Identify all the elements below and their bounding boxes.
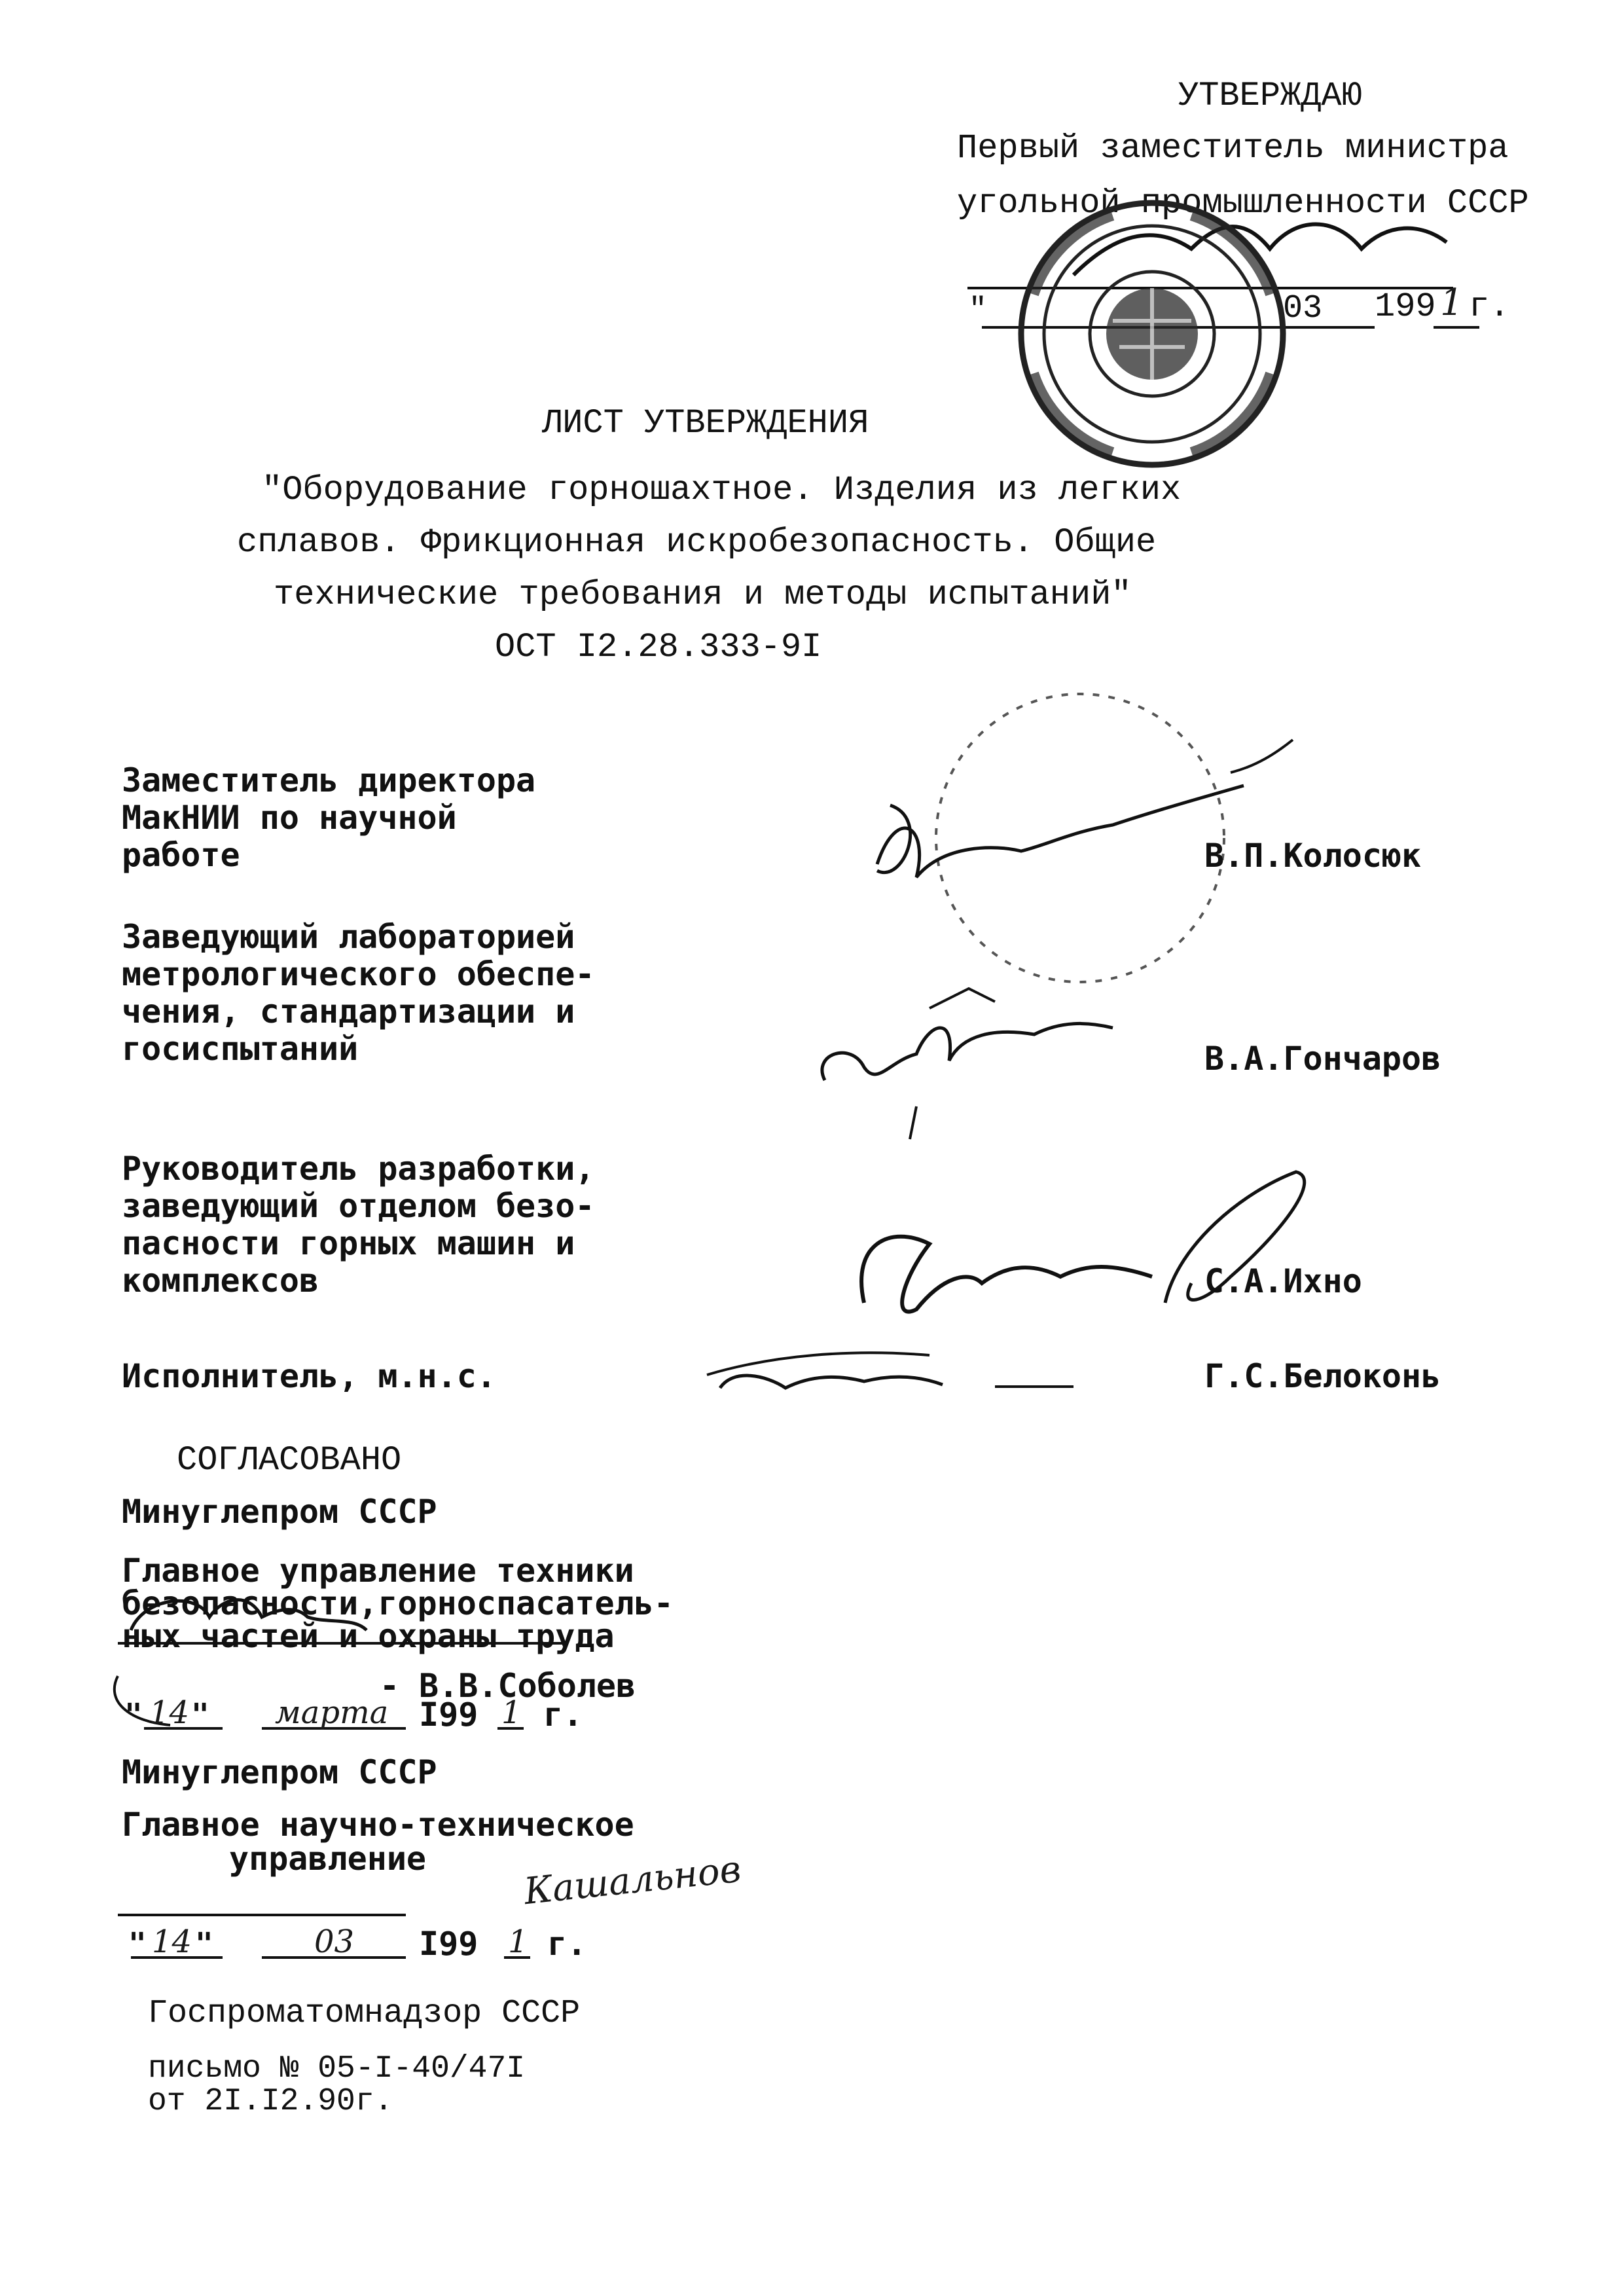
agreed-block3-letter: письмо № 05-I-40/47I (148, 2051, 526, 2086)
agreed-block3-date: от 2I.I2.90г. (148, 2084, 393, 2119)
agreed-block1-date-suffix: г. (543, 1696, 583, 1734)
approval-date-day: 03 (1283, 290, 1323, 327)
signatory-position-line: Заместитель директора (122, 761, 536, 799)
approval-date-quote: " (969, 293, 987, 327)
document-title-line2: сплавов. Фрикционная искробезопасность. Общие (237, 523, 1157, 562)
document-title-line3: технические требования и методы испытаний" (274, 575, 1132, 614)
signatory-position-line: пасности горных машин и (122, 1224, 575, 1262)
agreed-block1-date-year-prefix: I99 (419, 1696, 478, 1734)
signatory-position-line: работе (122, 836, 240, 874)
agreed-block1-dept: ных частей и охраны труда (122, 1617, 615, 1655)
agreed-block2-signature: Кашальнов (522, 1848, 743, 1914)
agreed-block1-name: В.В.Соболев (419, 1667, 636, 1705)
signatory-position-line: Исполнитель, м.н.с. (122, 1357, 496, 1395)
signature-belokon-icon (707, 1353, 929, 1375)
approval-heading: УТВЕРЖДАЮ (1178, 77, 1362, 115)
agreed-block2-date-year-prefix: I99 (419, 1925, 478, 1963)
approval-position-line2: угольной промышленности СССР (957, 184, 1529, 223)
approval-position-line1: Первый заместитель министра (957, 129, 1509, 168)
approval-date-year-digit: 1 (1440, 282, 1464, 324)
signatory-position-line: чения, стандартизации и (122, 993, 575, 1030)
ministry-seal-icon (1021, 203, 1283, 465)
approval-date-suffix: г. (1469, 287, 1510, 326)
document-code: ОСТ I2.28.333-9I (495, 628, 822, 666)
agreed-block1-date-year-digit: 1 (501, 1694, 522, 1731)
agreed-block2-date-year-digit: 1 (508, 1923, 528, 1960)
agreed-block1-dept: Главное управление техники (122, 1552, 634, 1590)
signature-goncharov-icon (822, 1023, 1113, 1080)
signatory-name: В.П.Колосюк (1204, 837, 1422, 875)
agreed-block2-dept: Главное научно-техническое (122, 1806, 634, 1844)
signatory-position-line: Руководитель разработки, (122, 1150, 595, 1188)
signatory-position-line: комплексов (122, 1262, 319, 1300)
signatory-position-line: заведующий отделом безо- (122, 1187, 595, 1225)
agreed-block2-date-close: " (195, 1926, 213, 1961)
agreed-block2-date-suffix: г. (547, 1925, 587, 1963)
agreed-block1-date-close: " (191, 1697, 209, 1732)
agreed-block3-org: Госпроматомнадзор СССР (148, 1995, 581, 2032)
agreed-block2-date-open: " (128, 1926, 147, 1961)
signatory-name: С.А.Ихно (1204, 1262, 1362, 1300)
agreed-heading: СОГЛАСОВАНО (177, 1441, 402, 1480)
agreed-block1-date-open: " (124, 1697, 143, 1732)
document-title-line1: "Оборудование горношахтное. Изделия из легких (262, 471, 1182, 509)
institute-stamp-icon (936, 694, 1224, 982)
approval-date-year-prefix: 199 (1375, 287, 1436, 326)
signatory-position-line: госиспытаний (122, 1030, 359, 1068)
agreed-block1-dept: безопасности,горноспасатель- (122, 1584, 674, 1622)
signatory-name: Г.С.Белоконь (1204, 1357, 1441, 1395)
agreed-block2-date-day: 14 (152, 1923, 192, 1960)
agreed-block1-date-month: марта (275, 1694, 389, 1731)
agreed-block2-date-month: 03 (314, 1923, 355, 1960)
agreed-block2-org: Минуглепром СССР (122, 1753, 437, 1791)
document-heading: ЛИСТ УТВЕРЖДЕНИЯ (542, 404, 869, 443)
signatory-position-line: Заведующий лабораторией (122, 918, 575, 956)
agreed-block1-org: Минуглепром СССР (122, 1493, 437, 1531)
agreed-block2-dept: управление (229, 1840, 427, 1878)
agreed-block1-dash: - (380, 1667, 400, 1705)
agreed-block1-date-day: 14 (149, 1694, 190, 1731)
signature-ikhno-icon (861, 1237, 1152, 1312)
signature-kolosyuk-icon (877, 786, 1244, 877)
signatory-position-line: МакНИИ по научной (122, 799, 457, 837)
signatory-name: В.А.Гончаров (1204, 1040, 1441, 1078)
signatory-position-line: метрологического обеспе- (122, 955, 595, 993)
